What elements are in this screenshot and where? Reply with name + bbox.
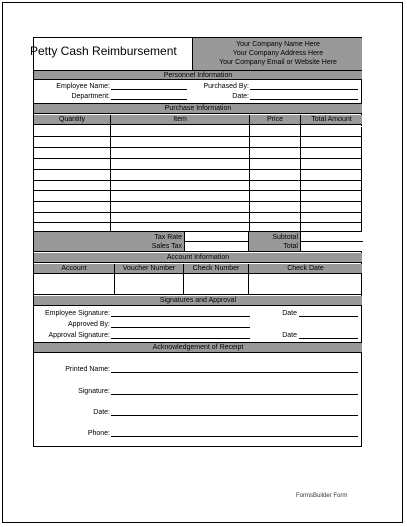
employee-name-field[interactable] [111,89,187,90]
ack-date-field[interactable] [111,415,358,416]
purchased-by-label: Purchased By: [203,83,249,90]
col-check-number: Check Number [192,265,240,272]
phone-label: Phone: [87,430,110,437]
approval-date-field[interactable] [299,338,358,339]
col-divider [300,115,301,231]
total-fields[interactable] [300,232,362,251]
table-row-line [34,201,362,202]
col-total-amount: Total Amount [311,116,352,123]
printed-name-field[interactable] [111,372,358,373]
totals-area [34,231,362,252]
col-price: Price [267,116,283,123]
account-section-header: Account Information [34,253,362,263]
ack-date-label: Date: [93,409,110,416]
ack-signature-label: Signature: [78,388,110,395]
printed-name-label: Printed Name: [65,366,110,373]
tax-rate-label: Tax Rate [154,234,182,241]
employee-signature-label: Employee Signature: [45,310,110,317]
col-voucher-number: Voucher Number [122,265,176,272]
personnel-date-label: Date: [232,93,249,100]
form [30,37,362,447]
table-row-line [34,136,362,137]
sales-tax-label: Sales Tax [151,243,182,250]
table-row-line [34,180,362,181]
col-divider [249,115,250,231]
col-account: Account [61,265,87,272]
company-address: Your Company Address Here [232,50,324,57]
col-divider [110,115,111,231]
signatures-section-header: Signatures and Approval [34,296,362,306]
ack-signature-field[interactable] [111,394,358,395]
footer-text: FormsBuilder Form [296,493,348,499]
employee-signature-date-label: Date [282,310,297,317]
subtotal-label: Subtotal [272,234,298,241]
tax-fields[interactable] [184,232,249,251]
employee-name-label: Employee Name: [56,83,110,90]
col-check-date: Check Date [287,265,324,272]
acknowledgement-section-header: Acknowledgement of Receipt [34,343,362,353]
table-row-line [34,190,362,191]
purchased-by-field[interactable] [250,89,358,90]
table-row-line [34,169,362,170]
account-table-header [34,264,362,274]
total-label: Total [283,243,298,250]
company-name: Your Company Name Here [236,41,320,48]
employee-signature-field[interactable] [111,316,250,317]
phone-field[interactable] [111,436,358,437]
company-contact: Your Company Email or Website Here [219,59,337,66]
personnel-section-header: Personnel Information [34,71,362,80]
account-row[interactable] [34,275,362,295]
department-label: Department: [71,93,110,100]
purchase-table-header [34,115,362,125]
approval-signature-field[interactable] [111,338,250,339]
col-item: Item [173,116,187,123]
purchase-table-body[interactable] [34,126,362,231]
table-row-line [34,222,362,223]
approval-date-label: Date [282,332,297,339]
company-info-box [192,38,362,70]
form-title: Petty Cash Reimbursement [30,44,177,58]
personnel-date-field[interactable] [250,99,358,100]
approval-signature-label: Approval Signature: [48,332,110,339]
table-row-line [34,147,362,148]
table-row-line [34,158,362,159]
table-row-line [34,212,362,213]
department-field[interactable] [111,99,187,100]
employee-signature-date-field[interactable] [299,316,358,317]
col-quantity: Quantity [58,116,86,123]
approved-by-label: Approved By: [67,321,110,328]
approved-by-field[interactable] [111,327,250,328]
purchase-section-header: Purchase Information [34,104,362,114]
